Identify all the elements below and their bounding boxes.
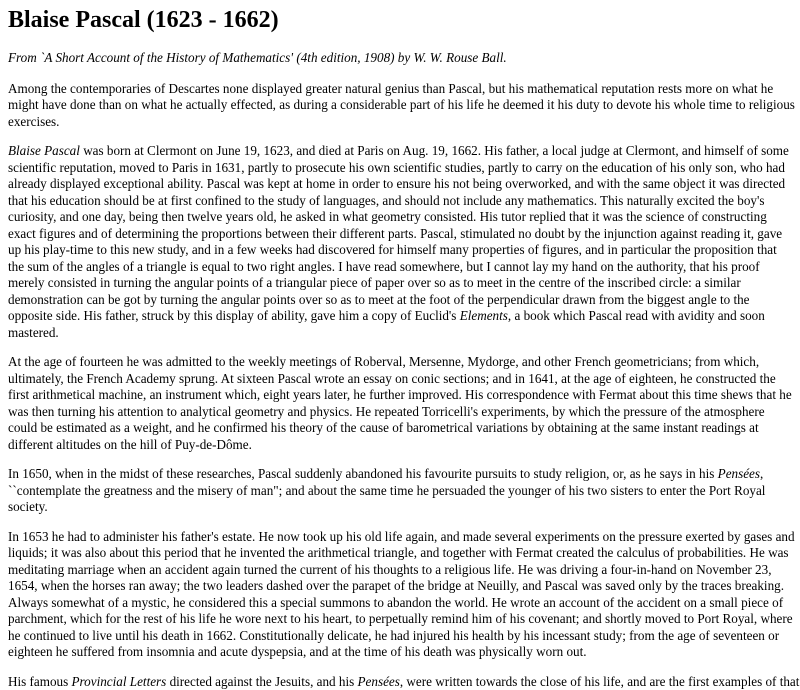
book-title-pensees: Pensées [718, 466, 760, 481]
page-title: Blaise Pascal (1623 - 1662) [8, 6, 796, 34]
paragraph-academy: At the age of fourteen he was admitted to the weekly meetings of Roberval, Mersenne, Mydorge, and other French geometricians; from which, ultimately, the French Academy sprung. At sixteen Pascal wrote an essay on conic sections; and in 1641, at the age of eighteen, he constructed the first arithmetical machine, an instrument which, eight years later, he further improved. His correspondence with Fermat about this time shews that he was then turning his attention to analytical geometry and physics. He repeated Torricelli's experiments, by which the pressure of the atmosphere could be estimated as a weight, and he confirmed his theory of the cause of barometrical variations by obtaining at the same instant readings at different altitudes on the hill of Puy-de-Dôme. [8, 354, 796, 453]
paragraph-provincial-letters [8, 674, 796, 690]
paragraph-intro: Among the contemporaries of Descartes none displayed greater natural genius than Pascal, but his mathematical reputation rests more on what he might have done than on what he actually effected, as during a considerable part of his life he deemed it his duty to devote his whole time to religious exercises. [8, 81, 796, 131]
paragraph-text: , were written towards the close of his life, and are the first examples of that [400, 674, 800, 689]
paragraph-text: In 1650, when in the midst of these researches, Pascal suddenly abandoned his favourite pursuits to study religion, or, as he says in his [8, 466, 718, 481]
paragraph-text: , ``contemplate the greatness and the misery of man"; and about the same time he persuaded the younger of his two sisters to enter the Port Royal society. [8, 466, 765, 514]
paragraph-estate: In 1653 he had to administer his father's estate. He now took up his old life again, and made several experiments on the pressure exerted by gases and liquids; it was also about this period that he invented the arithmetical triangle, and together with Fermat created the calculus of probabilities. He was meditating marriage when an accident again turned the current of his thoughts to a religious life. He was driving a four-in-hand on November 23, 1654, when the horses ran away; the two leaders dashed over the parapet of the bridge at Neuilly, and Pascal was saved only by the traces breaking. Always somewhat of a mystic, he considered this a special summons to abandon the world. He wrote an account of the accident on a small piece of parchment, which for the rest of his life he wore next to his heart, to perpetually remind him of his covenant; and shortly moved to Port Royal, where he continued to live until his death in 1662. Constitutionally delicate, he had injured his health by his incessant study; from the age of seventeen or eighteen he suffered from insomnia and acute dyspepsia, and at the time of his death was physically worn out. [8, 529, 796, 661]
paragraph-text: was born at Clermont on June 19, 1623, and died at Paris on Aug. 19, 1662. His father, a local judge at Clermont, and himself of some scientific reputation, moved to Paris in 1631, partly to prosecute his own scientific studies, partly to carry on the education of his only son, who had already displayed exceptional ability. Pascal was kept at home in order to ensure his not being overworked, and with the same object it was directed that his education should be at first confined to the study of languages, and should not include any mathematics. This naturally excited the boy's curiosity, and one day, being then twelve years old, he asked in what geometry consisted. His tutor replied that it was the science of constructing exact figures and of determining the proportions between their different parts. Pascal, stimulated no doubt by the injunction against reading it, gave up his play-time to this new study, and in a few weeks had discovered for himself many properties of figures, and in particular the proposition that the sum of the angles of a triangle is equal to two right angles. I have read somewhere, but I cannot lay my hand on the authority, that his proof merely consisted in turning the angular points of a triangular piece of paper over so as to meet in the centre of the inscribed circle: a similar demonstration can be got by turning the angular points over so as to meet at the foot of the perpendicular drawn from the biggest angle to the opposite side. His father, struck by this display of ability, gave him a copy of Euclid's [8, 143, 789, 323]
name-emphasis: Blaise Pascal [8, 143, 80, 158]
paragraph-early-life [8, 143, 796, 341]
book-title-pensees-2: Pensées [358, 674, 400, 689]
paragraph-text: , a book which Pascal read with avidity and soon mastered. [8, 308, 765, 340]
paragraph-text: His famous [8, 674, 72, 689]
paragraph-religion [8, 466, 796, 516]
document-page [8, 0, 796, 690]
book-title-elements: Elements [460, 308, 508, 323]
source-citation: From `A Short Account of the History of Mathematics' (4th edition, 1908) by W. W. Rouse Ball. [8, 50, 796, 67]
paragraph-text: directed against the Jesuits, and his [166, 674, 357, 689]
book-title-provincial-letters: Provincial Letters [72, 674, 167, 689]
